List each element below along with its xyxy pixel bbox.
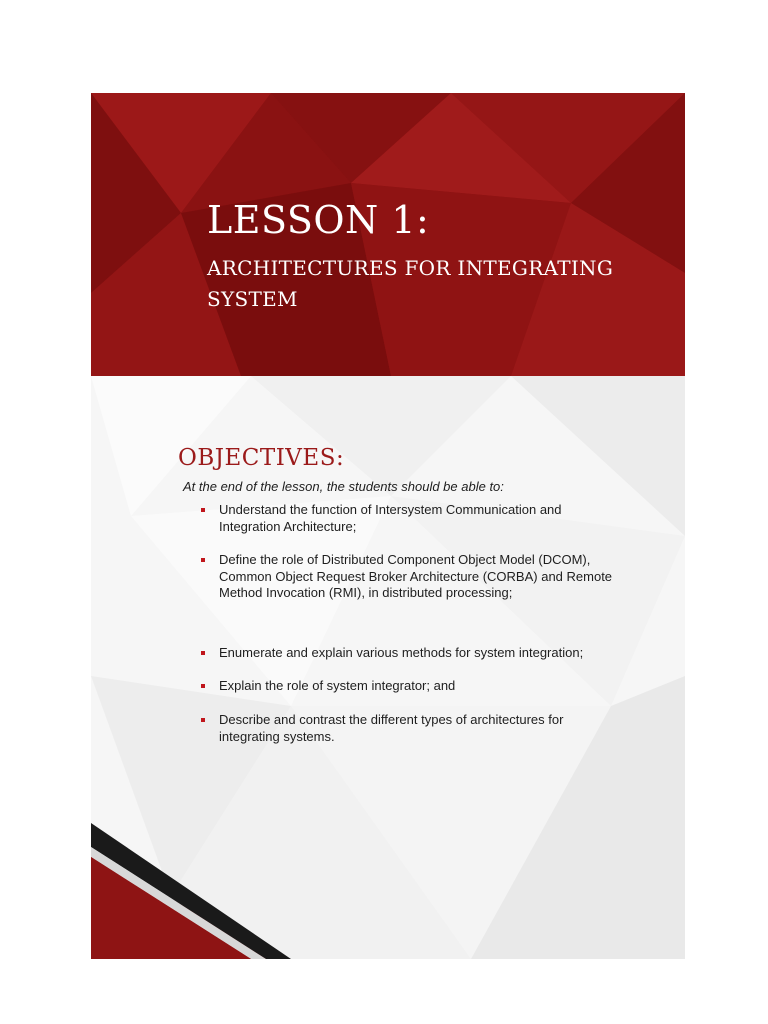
lesson-title: LESSON 1:	[207, 198, 430, 242]
bullet-square-icon	[201, 558, 205, 562]
objective-item	[201, 502, 621, 535]
bullet-square-icon	[201, 651, 205, 655]
objective-item	[201, 552, 621, 602]
objective-text: Define the role of Distributed Component Object Model (DCOM), Common Object Request Broker Architecture (CORBA) and Remote Method Invocation (RMI), in distributed processing;	[219, 552, 613, 600]
objective-item	[201, 678, 621, 695]
objectives-intro: At the end of the lesson, the students should be able to:	[183, 479, 504, 494]
corner-decoration	[91, 823, 291, 959]
objectives-heading: OBJECTIVES:	[178, 445, 345, 471]
objective-text: Describe and contrast the different types of architectures for integrating systems.	[219, 712, 564, 744]
objective-item	[201, 645, 621, 662]
objective-text: Understand the function of Intersystem Communication and Integration Architecture;	[219, 502, 562, 534]
objective-text: Enumerate and explain various methods for system integration;	[219, 645, 584, 660]
corner-stripes	[91, 823, 291, 959]
bullet-square-icon	[201, 718, 205, 722]
bullet-square-icon	[201, 508, 205, 512]
lesson-subtitle: ARCHITECTURES FOR INTEGRATING SYSTEM	[207, 256, 614, 311]
document-page	[91, 93, 685, 959]
bullet-square-icon	[201, 684, 205, 688]
objective-item	[201, 712, 621, 745]
objective-text: Explain the role of system integrator; and	[219, 678, 456, 693]
